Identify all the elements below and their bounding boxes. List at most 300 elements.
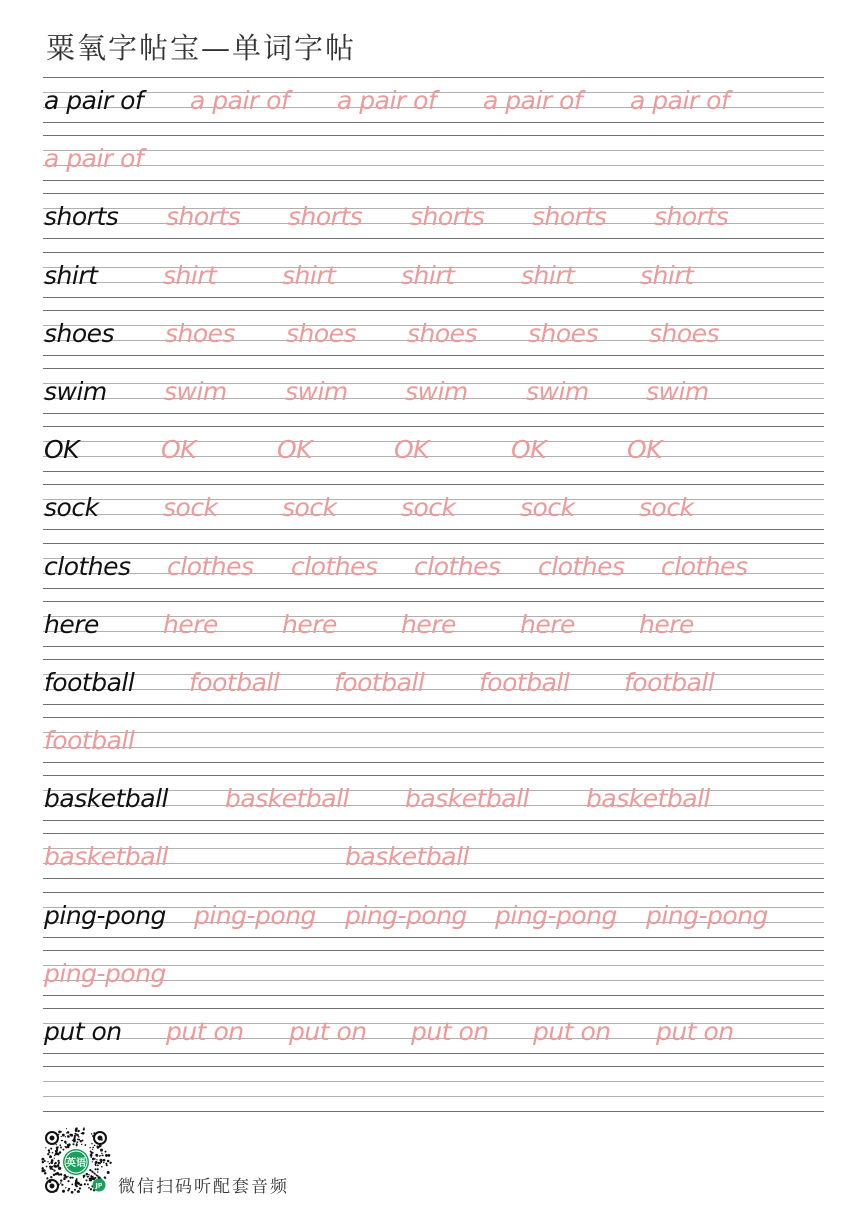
guide-line (43, 297, 824, 298)
row-words (44, 197, 824, 237)
row-words (44, 896, 824, 936)
guide-line (43, 1053, 824, 1054)
qr-dot (76, 1141, 78, 1143)
qr-dot (99, 1162, 101, 1164)
row-words (44, 314, 824, 354)
trace-word: football (624, 667, 715, 697)
qr-dot (44, 1169, 45, 1170)
qr-dot (47, 1161, 48, 1162)
trace-word: here (163, 609, 218, 639)
qr-dot (92, 1172, 93, 1173)
qr-dot (68, 1188, 70, 1190)
trace-word: sock (401, 493, 456, 523)
qr-dot (64, 1177, 66, 1179)
guide-line (43, 892, 824, 893)
qr-dot (51, 1159, 54, 1162)
guide-line (43, 588, 824, 589)
qr-dot (83, 1177, 85, 1179)
trace-word: shirt (163, 260, 217, 290)
qr-dot (50, 1176, 52, 1178)
qr-dot (71, 1184, 73, 1186)
trace-word: shoes (528, 318, 599, 348)
guide-line (43, 77, 824, 78)
qr-dot (61, 1136, 62, 1137)
model-word: football (44, 667, 135, 697)
qr-dot (107, 1160, 110, 1163)
qr-dot (107, 1171, 110, 1174)
qr-dot (46, 1177, 48, 1179)
guide-line (43, 601, 824, 602)
qr-dot (92, 1158, 95, 1161)
qr-dot (73, 1138, 76, 1141)
guide-line (43, 529, 824, 530)
row-words (44, 139, 824, 179)
qr-dot (99, 1155, 101, 1157)
practice-row (43, 892, 824, 950)
qr-dot (102, 1155, 104, 1157)
trace-word: put on (656, 1017, 734, 1046)
trace-word: ping-pong (194, 900, 316, 930)
qr-dot (92, 1147, 94, 1149)
qr-dot (91, 1176, 93, 1178)
trace-word: shorts (166, 202, 241, 232)
guide-line (43, 1066, 824, 1067)
qr-dot (62, 1190, 65, 1193)
model-word: swim (44, 376, 107, 406)
qr-dot (50, 1148, 52, 1150)
qr-dot (60, 1147, 62, 1149)
guide-line (43, 355, 824, 356)
trace-word: sock (163, 493, 218, 523)
qr-dot (101, 1166, 103, 1168)
qr-dot (74, 1189, 75, 1190)
qr-dot (49, 1155, 52, 1158)
qr-dot (101, 1153, 102, 1154)
qr-finder-center (50, 1184, 55, 1189)
qr-dot (62, 1134, 65, 1137)
qr-dot (57, 1153, 60, 1156)
trace-word: sock (520, 493, 575, 523)
qr-dot (44, 1160, 46, 1162)
trace-word: here (401, 609, 456, 639)
qr-dot (90, 1188, 92, 1190)
qr-dot (97, 1168, 99, 1170)
qr-dot (56, 1144, 57, 1145)
row-words (44, 372, 824, 412)
qr-badge-label: 英语 (66, 1158, 86, 1169)
qr-dot (95, 1173, 96, 1174)
trace-word: ping-pong (345, 900, 467, 930)
qr-dot (91, 1133, 92, 1134)
qr-dot (92, 1149, 93, 1150)
qr-dot (49, 1165, 51, 1167)
practice-row (43, 659, 824, 717)
qr-dot (57, 1146, 58, 1147)
qr-dot (41, 1167, 44, 1170)
qr-dot (71, 1191, 74, 1194)
qr-dot (67, 1131, 70, 1134)
trace-word: shoes (165, 318, 236, 348)
practice-row (43, 950, 824, 1008)
qr-dot (91, 1143, 92, 1144)
row-words (44, 81, 824, 121)
qr-dot (88, 1187, 90, 1189)
trace-word: shoes (286, 318, 357, 348)
qr-finder-center (50, 1136, 55, 1141)
qr-dot (76, 1143, 78, 1145)
qr-dot (97, 1175, 98, 1176)
qr-finder-center (98, 1136, 103, 1141)
qr-dot (89, 1178, 91, 1180)
qr-dot (51, 1166, 53, 1168)
qr-dot (90, 1154, 93, 1157)
guide-line (43, 180, 824, 181)
qr-dot (54, 1155, 55, 1156)
qr-dot (64, 1141, 67, 1144)
practice-row (43, 1008, 824, 1066)
row-words (44, 837, 824, 877)
trace-word: basketball (225, 784, 349, 814)
qr-dot (46, 1166, 48, 1168)
practice-row (43, 252, 824, 310)
row-words (44, 721, 824, 761)
trace-word: swim (164, 376, 227, 406)
qr-dot (95, 1154, 98, 1157)
qr-dot (84, 1144, 86, 1146)
row-words (44, 779, 824, 819)
qr-dot (41, 1170, 44, 1173)
qr-dot (65, 1146, 67, 1148)
qr-dot (59, 1144, 61, 1146)
qr-dot (97, 1171, 98, 1172)
row-words (44, 256, 824, 296)
trace-word: shorts (532, 202, 607, 232)
qr-dot (97, 1146, 99, 1148)
qr-dot (45, 1147, 46, 1148)
qr-dot (79, 1184, 80, 1185)
qr-dot (48, 1149, 50, 1151)
trace-word: a pair of (630, 86, 730, 115)
qr-dot (69, 1176, 71, 1178)
footer (40, 1126, 340, 1198)
trace-word: a pair of (337, 86, 437, 115)
guide-line (43, 1096, 824, 1097)
trace-word: clothes (291, 551, 378, 581)
qr-dot (55, 1173, 58, 1176)
row-words (44, 1012, 824, 1052)
trace-word: here (282, 609, 337, 639)
qr-dot (94, 1145, 96, 1147)
trace-word: OK (627, 435, 663, 465)
qr-dot (74, 1135, 76, 1137)
trace-word: football (479, 667, 570, 697)
qr-dot (60, 1182, 62, 1184)
trace-word: ping-pong (646, 900, 768, 930)
guide-line (43, 1081, 824, 1082)
guide-line (43, 937, 824, 938)
qr-dot (58, 1163, 59, 1164)
trace-word: basketball (345, 842, 469, 872)
trace-word: basketball (405, 784, 529, 814)
qr-dot (84, 1183, 86, 1185)
trace-word: swim (405, 376, 468, 406)
qr-dot (89, 1147, 90, 1148)
trace-word: OK (277, 435, 313, 465)
row-words (44, 605, 824, 645)
model-word: OK (44, 435, 80, 465)
trace-word: ping-pong (495, 900, 617, 930)
qr-dot (85, 1179, 87, 1181)
qr-corner-label: JP (95, 1182, 103, 1190)
guide-line (43, 995, 824, 996)
qr-dot (77, 1182, 79, 1184)
qr-dot (100, 1149, 103, 1152)
qr-dot (47, 1153, 49, 1155)
qr-dot (62, 1149, 64, 1151)
trace-word: sock (282, 493, 337, 523)
qr-dot (80, 1140, 82, 1142)
guide-line (43, 484, 824, 485)
qr-dot (67, 1145, 70, 1148)
qr-dot (48, 1151, 50, 1153)
practice-row (43, 543, 824, 601)
guide-line (43, 717, 824, 718)
trace-word: shorts (288, 202, 363, 232)
trace-word: swim (526, 376, 589, 406)
qr-dot (77, 1130, 79, 1132)
model-word: put on (44, 1017, 122, 1046)
row-words (44, 430, 824, 470)
qr-dot (72, 1140, 73, 1141)
model-word: shorts (44, 202, 119, 232)
qr-dot (106, 1164, 107, 1165)
qr-dot (94, 1158, 95, 1159)
model-word: shirt (44, 260, 98, 290)
qr-dot (66, 1128, 67, 1129)
model-word: shoes (44, 318, 115, 348)
guide-line (43, 238, 824, 239)
qr-dot (77, 1139, 79, 1141)
trace-word: put on (166, 1017, 244, 1046)
qr-dot (83, 1128, 85, 1130)
model-word: sock (44, 493, 99, 523)
practice-row (43, 368, 824, 426)
trace-word: swim (285, 376, 348, 406)
qr-dot (97, 1164, 99, 1166)
trace-word: basketball (586, 784, 710, 814)
trace-word: shirt (521, 260, 575, 290)
qr-dot (87, 1176, 89, 1178)
guide-line (43, 704, 824, 705)
qr-dot (56, 1152, 57, 1153)
qr-dot (79, 1187, 81, 1189)
trace-word: shirt (401, 260, 455, 290)
qr-dot (72, 1143, 74, 1145)
qr-dot (105, 1177, 107, 1179)
trace-word: put on (411, 1017, 489, 1046)
qr-dot (95, 1164, 97, 1166)
qr-dot (105, 1151, 107, 1153)
qr-dot (60, 1131, 62, 1133)
model-word: basketball (44, 784, 168, 814)
qr-dot (95, 1161, 98, 1164)
guide-line (43, 646, 824, 647)
qr-dot (65, 1187, 66, 1188)
qr-dot (95, 1168, 97, 1170)
practice-row (43, 193, 824, 251)
trace-word: put on (533, 1017, 611, 1046)
qr-dot (74, 1133, 76, 1135)
trace-word: clothes (661, 551, 748, 581)
trace-word: a pair of (190, 86, 290, 115)
qr-dot (107, 1155, 109, 1157)
trace-word: swim (646, 376, 709, 406)
page-title: 粟氧字帖宝—单词字帖 (46, 31, 357, 65)
row-words (44, 547, 824, 587)
guide-line (43, 878, 824, 879)
trace-word: shirt (282, 260, 336, 290)
trace-word: OK (394, 435, 430, 465)
row-words (44, 488, 824, 528)
qr-dot (57, 1160, 59, 1162)
trace-word: shirt (640, 260, 694, 290)
qr-dot (60, 1179, 62, 1181)
practice-row (43, 601, 824, 659)
qr-dot (58, 1167, 61, 1170)
trace-word: football (44, 726, 135, 756)
guide-line (43, 310, 824, 311)
guide-line (43, 471, 824, 472)
guide-line (43, 252, 824, 253)
blank-guide-lines (43, 1066, 824, 1126)
qr-dot (52, 1152, 54, 1154)
qr-dot (61, 1184, 63, 1186)
qr-dot (94, 1177, 96, 1179)
guide-line (43, 135, 824, 136)
practice-row (43, 310, 824, 368)
guide-line (43, 426, 824, 427)
practice-sheet (43, 77, 824, 1126)
qr-dot (83, 1127, 84, 1128)
qr-dot (55, 1150, 58, 1153)
qr-dot (54, 1163, 55, 1164)
trace-word: shorts (410, 202, 485, 232)
row-words (44, 954, 824, 994)
practice-row (43, 484, 824, 542)
qr-dot (88, 1174, 90, 1176)
qr-dot (72, 1177, 74, 1179)
trace-word: here (520, 609, 575, 639)
qr-dot (42, 1161, 44, 1163)
trace-word: OK (161, 435, 197, 465)
guide-line (43, 413, 824, 414)
qr-dot (58, 1173, 60, 1175)
trace-word: here (639, 609, 694, 639)
trace-word: put on (289, 1017, 367, 1046)
qr-dot (54, 1158, 55, 1159)
qr-dot (65, 1176, 67, 1178)
trace-word: clothes (167, 551, 254, 581)
qr-dot (78, 1136, 80, 1138)
guide-line (43, 193, 824, 194)
guide-line (43, 368, 824, 369)
practice-row (43, 426, 824, 484)
practice-row (43, 775, 824, 833)
qr-dot (75, 1128, 78, 1131)
model-word: here (44, 609, 99, 639)
trace-word: OK (511, 435, 547, 465)
qr-dot (104, 1160, 105, 1161)
guide-line (43, 820, 824, 821)
qr-dot (53, 1165, 56, 1168)
trace-word: clothes (414, 551, 501, 581)
guide-line (43, 762, 824, 763)
trace-word: basketball (44, 842, 168, 872)
trace-word: ping-pong (44, 958, 166, 988)
qr-dot (75, 1180, 77, 1182)
qr-dot (53, 1170, 55, 1172)
qr-dot (87, 1183, 89, 1185)
guide-line (43, 775, 824, 776)
trace-word: shoes (649, 318, 720, 348)
model-word: a pair of (44, 86, 144, 115)
qr-dot (75, 1182, 78, 1185)
guide-line (43, 950, 824, 951)
qr-dot (65, 1136, 66, 1137)
qr-dot (67, 1135, 70, 1138)
qr-dot (49, 1163, 50, 1164)
qr-code[interactable] (40, 1126, 112, 1198)
guide-line (43, 543, 824, 544)
trace-word: a pair of (483, 86, 583, 115)
trace-word: clothes (538, 551, 625, 581)
qr-dot (109, 1162, 111, 1164)
qr-dot (103, 1162, 104, 1163)
row-words (44, 663, 824, 703)
qr-dot (76, 1134, 79, 1137)
qr-dot (81, 1144, 82, 1145)
trace-word: football (334, 667, 425, 697)
qr-dot (100, 1159, 103, 1162)
guide-line (43, 122, 824, 123)
practice-row (43, 77, 824, 135)
qr-dot (67, 1180, 69, 1182)
trace-word: football (189, 667, 280, 697)
footer-caption: 微信扫码听配套音频 (118, 1177, 289, 1197)
qr-dot (100, 1155, 101, 1156)
guide-line (43, 1111, 824, 1112)
practice-row (43, 135, 824, 193)
model-word: clothes (44, 551, 131, 581)
trace-word: sock (639, 493, 694, 523)
guide-line (43, 659, 824, 660)
guide-line (43, 1008, 824, 1009)
guide-line (43, 833, 824, 834)
qr-dot (61, 1140, 63, 1142)
qr-dot (41, 1158, 44, 1161)
qr-dot (90, 1152, 92, 1154)
qr-dot (44, 1172, 47, 1175)
trace-word: shorts (654, 202, 729, 232)
qr-dot (92, 1161, 93, 1162)
qr-dot (96, 1159, 97, 1160)
qr-dot (60, 1173, 62, 1175)
practice-row (43, 833, 824, 891)
trace-word: shoes (407, 318, 478, 348)
trace-word: a pair of (44, 144, 144, 174)
qr-dot (77, 1191, 79, 1193)
qr-dot (70, 1134, 73, 1137)
